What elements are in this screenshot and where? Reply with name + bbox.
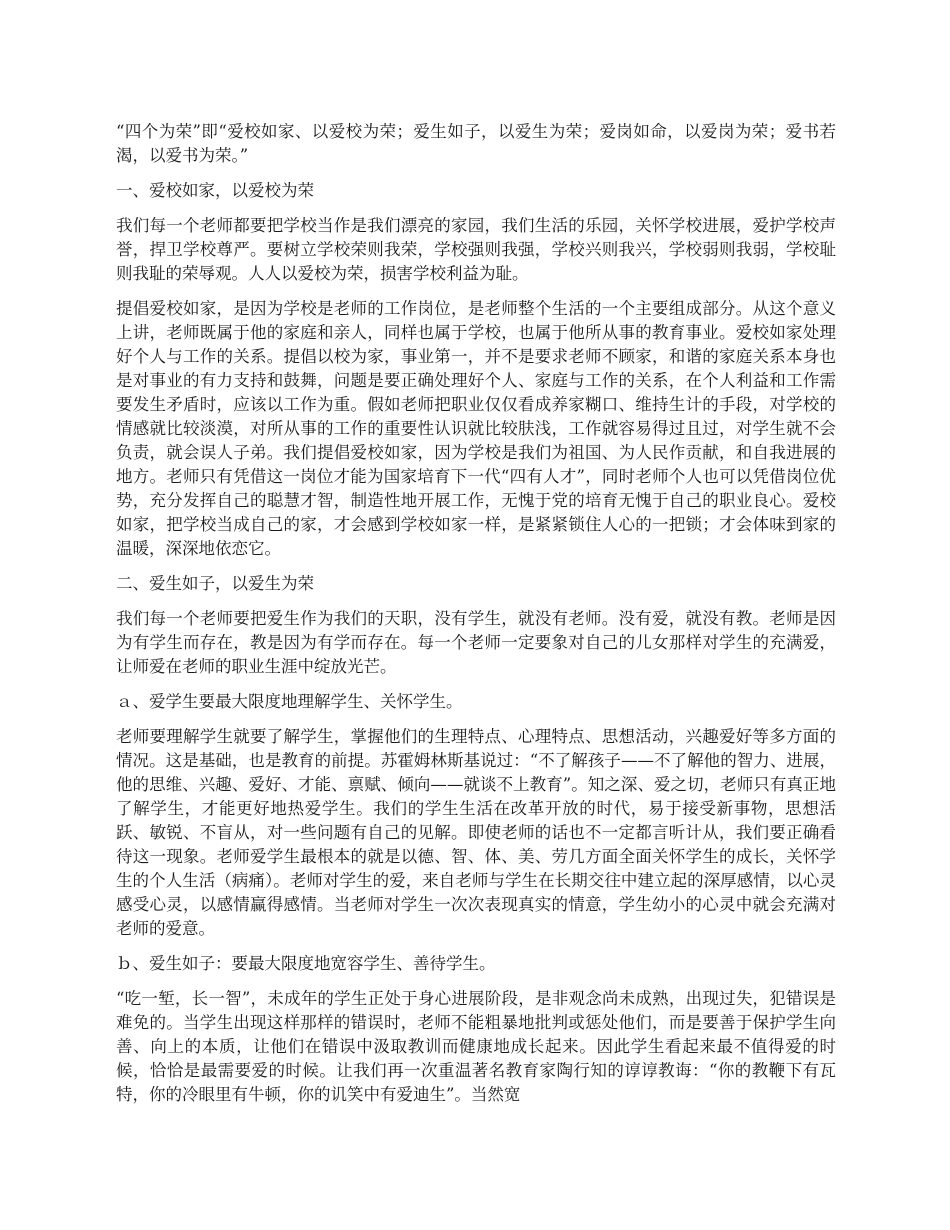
subsection-b-heading: ｂ、爱生如子：要最大限度地宽容学生、善待学生。 <box>116 954 496 973</box>
intro-paragraph: “四个为荣”即“爱校如家、以爱校为荣；爱生如子，以爱生为荣；爱岗如命，以爱岗为荣；爱书若渴，以爱书为荣。” <box>116 122 836 165</box>
section-1-paragraph-2: 提倡爱校如家，是因为学校是老师的工作岗位，是老师整个生活的一个主要组成部分。从这个意义上讲，老师既属于他的家庭和亲人，同样也属于学校，也属于他所从事的教育事业。爱校如家处理好个人与工作的关系。提倡以校为家，事业第一，并不是要求老师不顾家，和谐的家庭关系本身也是对事业的有力支持和鼓舞，问题是要正确处理好个人、家庭与工作的关系，在个人利益和工作需要发生矛盾时，应该以工作为重。假如老师把职业仅仅看成养家糊口、维持生计的手段，对学校的情感就比较淡漠，对所从事的工作的重要性认识就比较肤浅，工作就容易得过且过，对学生就不会负责，就会误人子弟。我们提倡爱校如家，因为学校是我们为祖国、为人民作贡献，和自我进展的地方。老师只有凭借这一岗位才能为国家培育下一代“四有人才”，同时老师个人也可以凭借岗位优势，充分发挥自己的聪慧才智，制造性地开展工作，无愧于党的培育无愧于自己的职业良心。爱校如家，把学校当成自己的家，才会感到学校如家一样，是紧紧锁住人心的一把锁；才会体味到家的温暖，深深地依恋它。 <box>116 299 836 558</box>
section-2-paragraph-1: 我们每一个老师要把爱生作为我们的天职，没有学生，就没有老师。没有爱，就没有教。老师是因为有学生而存在，教是因为有学而存在。每一个老师一定要象对自己的儿女那样对学生的充满爱，让师爱在老师的职业生涯中绽放光芒。 <box>116 609 836 676</box>
subsection-b-paragraph: “吃一堑，长一智”，未成年的学生正处于身心进展阶段，是非观念尚未成熟，出现过失，犯错误是难免的。当学生出现这样那样的错误时，老师不能粗暴地批判或惩处他们，而是要善于保护学生向善、向上的本质，让他们在错误中汲取教训而健康地成长起来。因此学生看起来最不值得爱的时候，恰恰是最需要爱的时候。让我们再一次重温著名教育家陶行知的谆谆教诲：“你的教鞭下有瓦特，你的冷眼里有牛顿，你的讥笑中有爱迪生”。当然宽 <box>116 989 836 1104</box>
document-body <box>116 120 836 1118</box>
section-1-paragraph-1: 我们每一个老师都要把学校当作是我们漂亮的家园，我们生活的乐园，关怀学校进展，爱护学校声誉，捍卫学校尊严。要树立学校荣则我荣，学校强则我强，学校兴则我兴，学校弱则我弱，学校耻则我耻的荣辱观。人人以爱校为荣，损害学校利益为耻。 <box>116 216 836 283</box>
subsection-a-paragraph: 老师要理解学生就要了解学生，掌握他们的生理特点、心理特点、思想活动，兴趣爱好等多方面的情况。这是基础，也是教育的前提。苏霍姆林斯基说过：“不了解孩子——不了解他的智力、进展，他的思维、兴趣、爱好、才能、禀赋、倾向——就谈不上教育”。知之深、爱之切，老师只有真正地了解学生，才能更好地热爱学生。我们的学生生活在改革开放的时代，易于接受新事物，思想活跃、敏锐、不盲从，对一些问题有自己的见解。即使老师的话也不一定都言听计从，我们要正确看待这一现象。老师爱学生最根本的就是以德、智、体、美、劳几方面全面关怀学生的成长，关怀学生的个人生活（病痛）。老师对学生的爱，来自老师与学生在长期交往中建立起的深厚感情，以心灵感受心灵，以感情赢得感情。当老师对学生一次次表现真实的情意，学生幼小的心灵中就会充满对老师的爱意。 <box>116 727 836 938</box>
subsection-a-heading: ａ、爱学生要最大限度地理解学生、关怀学生。 <box>116 692 463 711</box>
section-2-heading: 二、爱生如子，以爱生为荣 <box>116 574 314 593</box>
section-1-heading: 一、爱校如家，以爱校为荣 <box>116 181 314 200</box>
